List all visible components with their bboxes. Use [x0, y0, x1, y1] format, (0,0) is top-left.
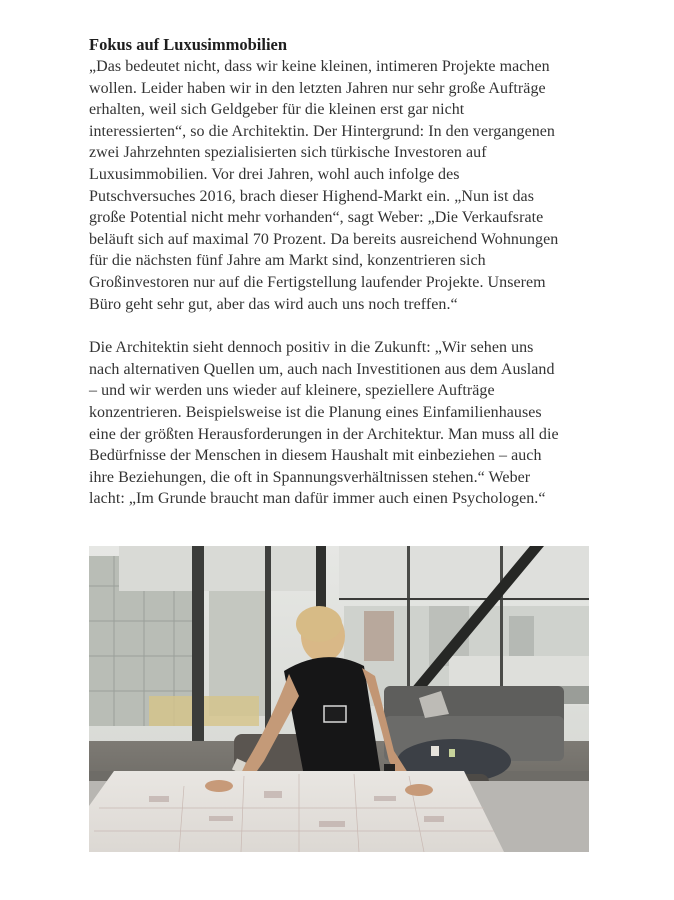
window-frame	[192, 546, 204, 771]
text-line: Luxusimmobilien. Vor drei Jahren, wohl auch infolge des	[89, 165, 460, 183]
right-hand	[405, 784, 433, 796]
text-line: Putschversuches 2016, brach dieser Highend-Markt ein. „Nun ist das	[89, 187, 534, 205]
architectural-plans	[89, 771, 504, 852]
text-line: für die nächsten fünf Jahre am Markt sind, konzentrieren sich	[89, 252, 486, 270]
belt-buckle	[324, 706, 346, 722]
paragraph-2	[89, 337, 594, 510]
text-line: Die Architektin sieht dennoch positiv in die Zukunft: „Wir sehen uns	[89, 339, 534, 357]
text-line: eine der größten Herausforderungen in der Architektur. Man muss all die	[89, 425, 559, 443]
text-line: wollen. Leider haben wir in den letzten Jahren nur sehr große Aufträge	[89, 79, 546, 97]
photo-illustration	[89, 546, 589, 852]
text-line: nach alternativen Quellen um, auch nach Investitionen aus dem Ausland	[89, 360, 555, 378]
text-line: „Das bedeutet nicht, dass wir keine kleinen, intimeren Projekte machen	[89, 58, 550, 75]
article-photo	[89, 546, 589, 852]
text-line: konzentrieren. Beispielsweise ist die Planung eines Einfamilienhauses	[89, 403, 542, 421]
paragraph-1	[89, 56, 594, 315]
roller-blind-right	[339, 546, 589, 601]
text-line: Bedürfnisse der Menschen in diesem Haushalt mit einbeziehen – auch	[89, 447, 542, 465]
text-line: – und wir werden uns wieder auf kleinere, speziellere Aufträge	[89, 382, 495, 400]
left-hand	[205, 780, 233, 792]
text-line: lacht: „Im Grunde braucht man dafür immer auch einen Psychologen.“	[89, 490, 546, 508]
text-line: Büro geht sehr gut, aber das wird auch uns noch treffen.“	[89, 295, 458, 313]
text-line: große Potential nicht mehr vorhanden“, sagt Weber: „Die Verkaufsrate	[89, 209, 544, 227]
text-line: ihre Beziehungen, die oft in Spannungsverhältnissen stehen.“ Weber	[89, 468, 531, 486]
text-line: erhalten, weil sich Geldgeber für die kleinen erst gar nicht	[89, 101, 465, 119]
section-heading: Fokus auf Luxusimmobilien	[89, 35, 288, 54]
text-line: beläuft sich auf maximal 70 Prozent. Da bereits ausreichend Wohnungen	[89, 230, 559, 248]
roller-blind-left	[119, 546, 324, 591]
text-line: Großinvestoren nur auf die Fertigstellung laufender Projekte. Unserem	[89, 273, 546, 291]
article-body	[89, 34, 594, 510]
text-line: interessierten“, so die Architektin. Der Hintergrund: In den vergangenen	[89, 122, 555, 140]
text-line: zwei Jahrzehnten spezialisierten sich türkische Investoren auf	[89, 144, 487, 162]
